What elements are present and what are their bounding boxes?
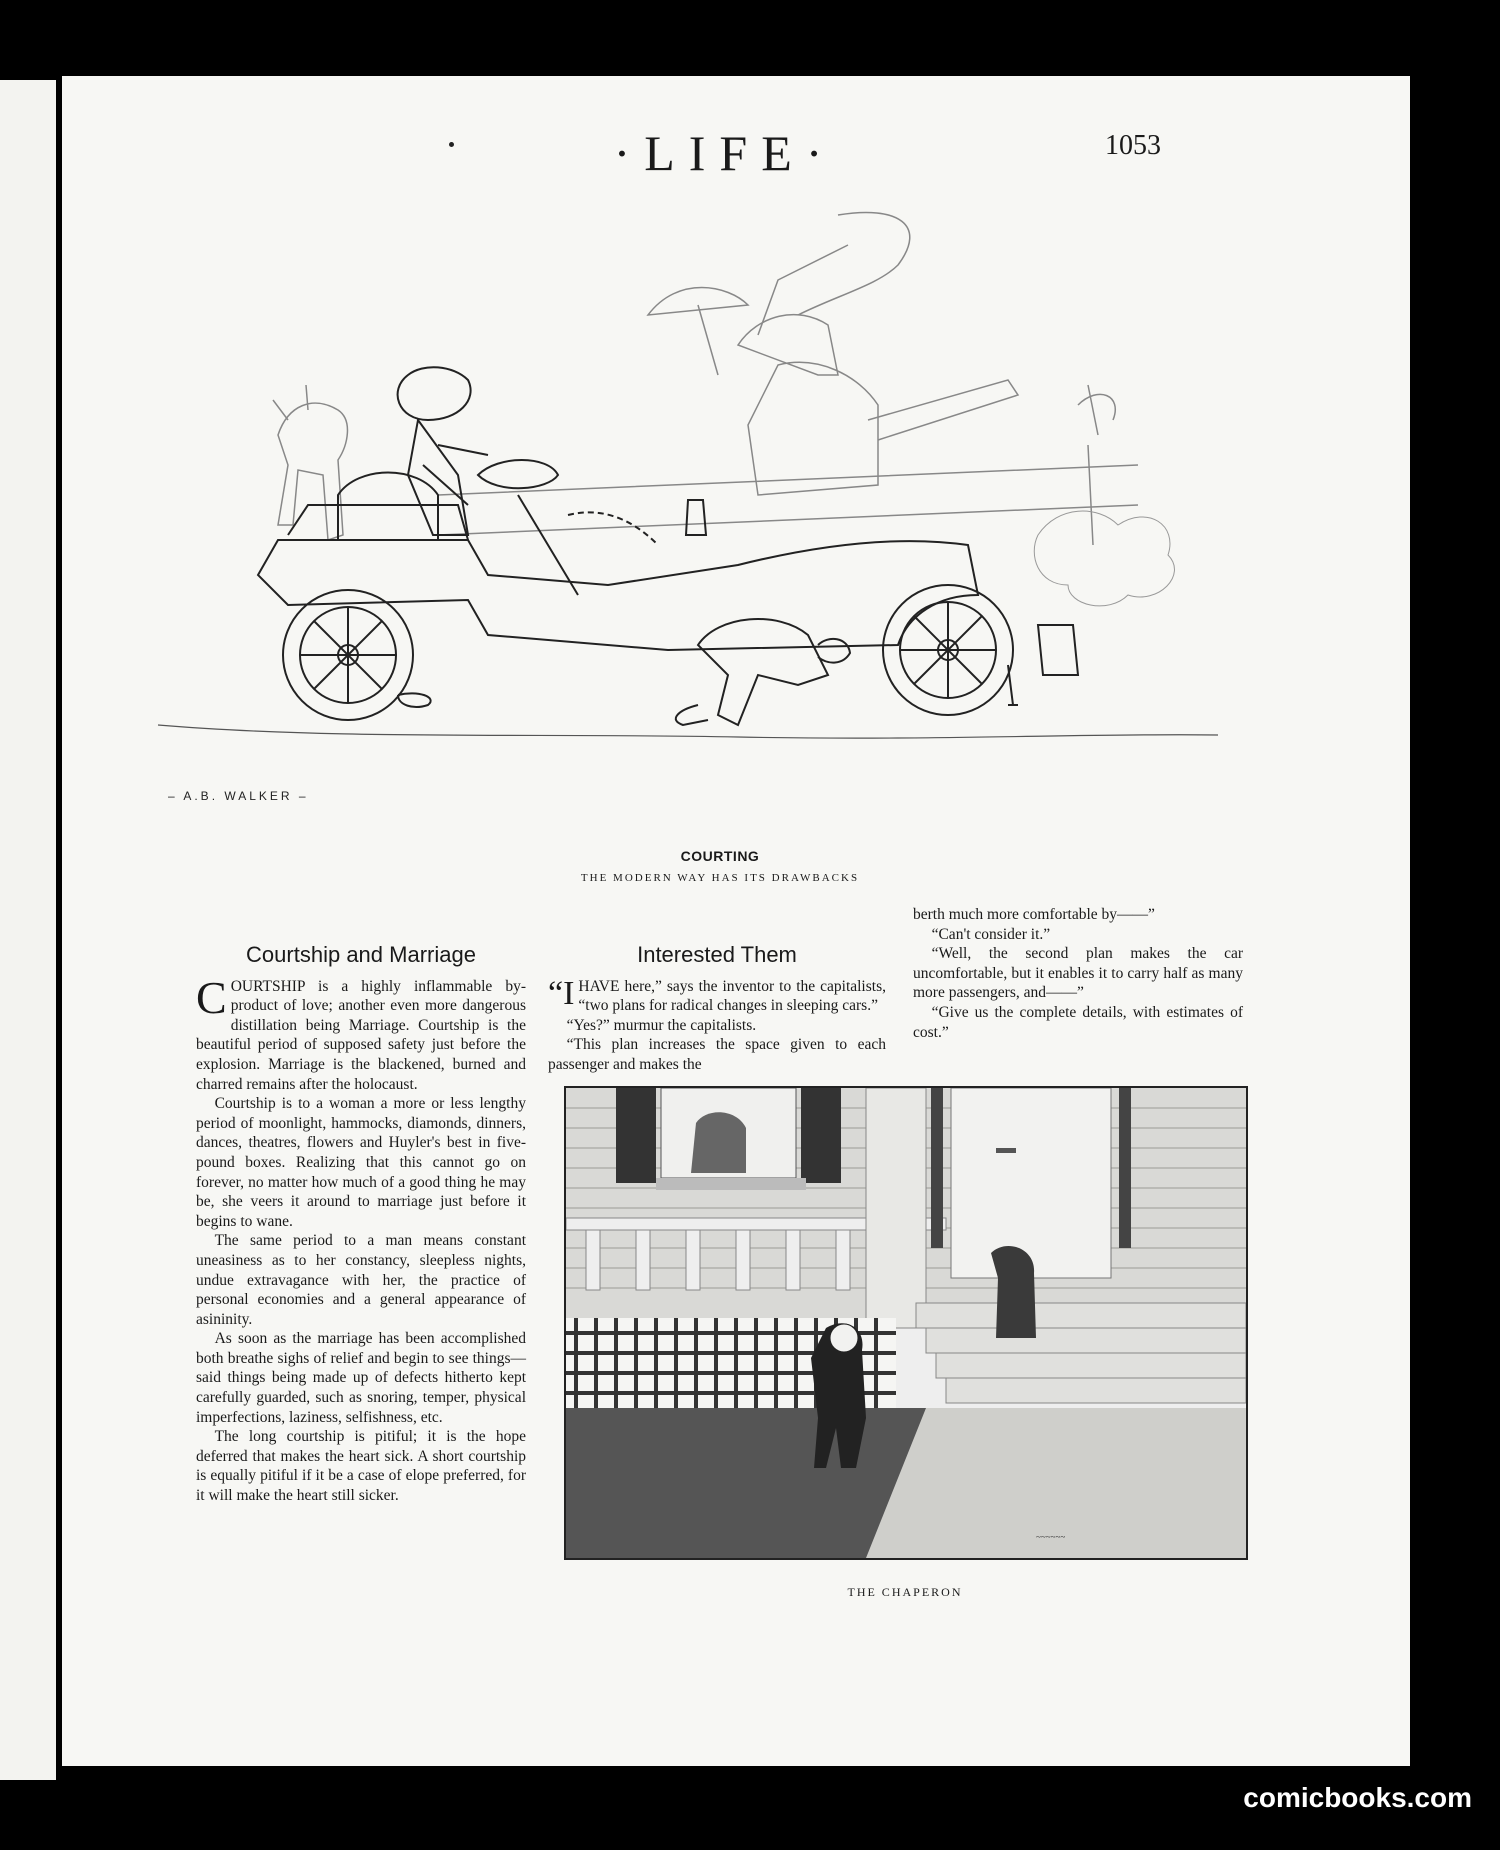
- article-paragraph: As soon as the marriage has been accomplished both breathe sighs of relief and begin to see things—said things being made up of defects hitherto kept carefully guarded, such as snoring, temper, physical imperfections, laziness, selfishness, etc.: [196, 1330, 526, 1426]
- rear-wheel: [883, 585, 1013, 715]
- article-paragraph: “Give us the complete details, with estimates of cost.”: [913, 1003, 1243, 1041]
- article-heading: Interested Them: [637, 942, 797, 967]
- article-paragraph: “Yes?” murmur the capitalists.: [566, 1016, 757, 1034]
- shutter-right: [801, 1088, 841, 1183]
- article-paragraph: The same period to a man means constant uneasiness as to her constancy, sleepless nights, undue extravagance with her, the practice of personal economies and a general appearance of asininity.: [196, 1232, 526, 1328]
- article-paragraph: “Can't consider it.”: [931, 925, 1051, 943]
- article-paragraph: “IHAVE here,” says the inventor to the capitalists, “two plans for radical changes in sleeping cars.”: [548, 974, 886, 1015]
- article-paragraph: Courtship is to a woman a more or less lengthy period of moonlight, hammocks, diamonds, dinners, dances, theatres, flowers and Huyler's best in five-pound boxes. Realizing that this cannot go on forever, no matter how much of a good thing he may be, she veers it around to marriage just before it begins to wane.: [196, 1095, 526, 1230]
- adjacent-page-edge: [0, 80, 56, 1780]
- article-courtship-and-marriage: [196, 942, 526, 1506]
- article-paragraph: “Well, the second plan makes the car uncomfortable, but it enables it to carry half as many more passengers, and——”: [913, 945, 1243, 1002]
- article-paragraph: “This plan increases the space given to each passenger and makes the: [548, 1036, 886, 1073]
- article-paragraph: COURTSHIP is a highly inflammable by-product of love; another even more dangerous distillation being Marriage. Courtship is the beautiful period of supposed safety just before the explosion. Marriage is the blackened, burned and charred remains after the holocaust.: [196, 971, 526, 1093]
- artist-signature: – A.B. WALKER –: [168, 789, 309, 803]
- shutter-left: [616, 1088, 656, 1183]
- article-heading: Courtship and Marriage: [246, 942, 476, 967]
- front-wheel: [283, 590, 413, 720]
- article-paragraph: berth much more comfortable by——”: [913, 906, 1155, 923]
- courting-illustration: [138, 205, 1258, 825]
- print-speck: [449, 142, 454, 147]
- front-door: [951, 1088, 1111, 1278]
- illustration-title: COURTING: [680, 848, 760, 864]
- couple-in-window: [691, 1112, 746, 1173]
- svg-text:~~~~~~: ~~~~~~: [1036, 1532, 1066, 1542]
- car-body: [258, 540, 978, 650]
- lady-figure: [398, 367, 471, 420]
- drop-cap: C: [196, 971, 227, 1023]
- watermark: comicbooks.com: [1243, 1782, 1472, 1813]
- illustration-caption: THE MODERN WAY HAS ITS DRAWBACKS: [580, 872, 860, 884]
- man-under-car: [698, 619, 828, 725]
- dog: [991, 1246, 1036, 1338]
- drop-cap: “I: [548, 974, 575, 1012]
- page-number: 1053: [1105, 130, 1161, 161]
- article-interested-them: [548, 942, 886, 1075]
- masthead-title: ·LIFE·: [613, 125, 837, 181]
- chaperon-caption: THE CHAPERON: [847, 1585, 963, 1599]
- chaperon-illustration: [564, 1086, 1248, 1560]
- article-continuation: [913, 905, 1243, 1042]
- article-paragraph: The long courtship is pitiful; it is the hope deferred that makes the heart sick. A short courtship is equally pitiful if it be a case of elope preferred, for it will make the heart still sicker.: [196, 1428, 526, 1505]
